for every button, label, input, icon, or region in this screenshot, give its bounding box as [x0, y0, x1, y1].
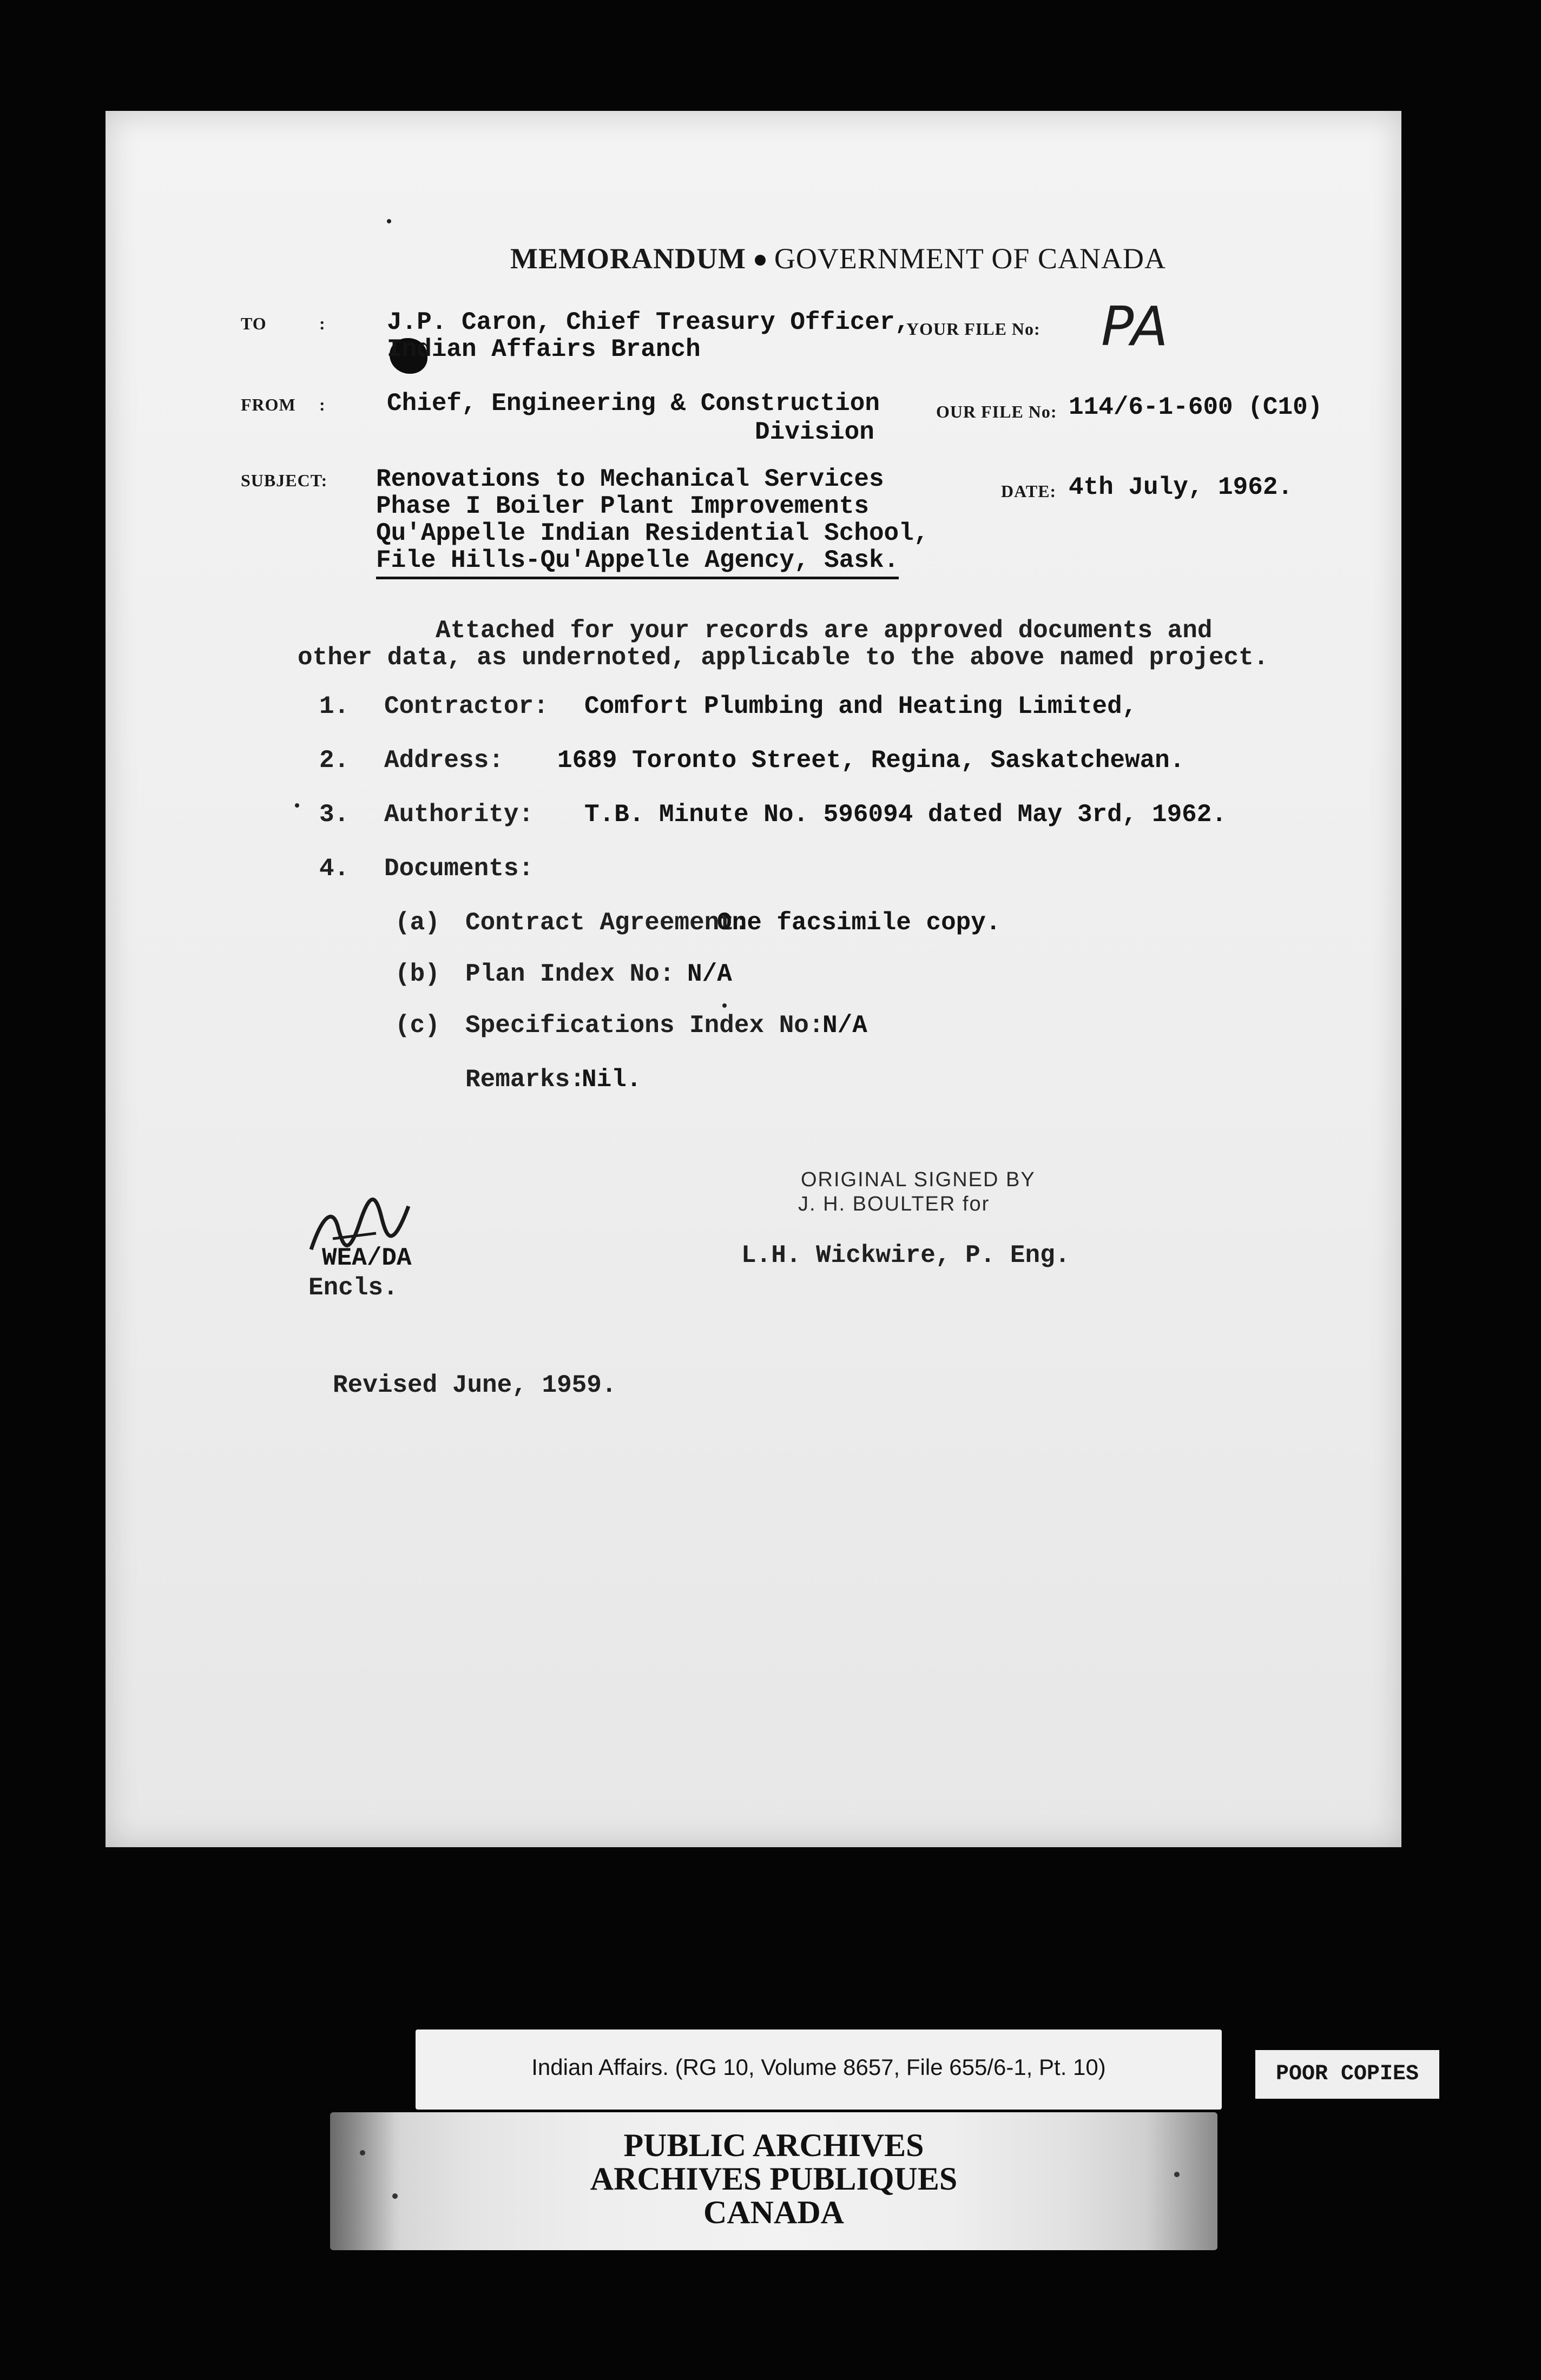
remarks-label: Remarks: — [465, 1066, 585, 1094]
our-file-value: 114/6-1-600 (C10) — [1069, 393, 1323, 421]
revised-note: Revised June, 1959. — [333, 1371, 617, 1399]
doc-a-value: One facsimile copy. — [717, 909, 1001, 937]
signer-name: L.H. Wickwire, P. Eng. — [741, 1241, 1070, 1270]
to-colon: : — [319, 314, 326, 333]
doc-a-letter: (a) — [395, 909, 440, 937]
doc-b-value: N/A — [687, 960, 732, 988]
item-4-label: Documents: — [384, 855, 534, 883]
from-line1: Chief, Engineering & Construction — [387, 389, 880, 418]
archives-line1: PUBLIC ARCHIVES — [623, 2127, 924, 2163]
from-colon: : — [319, 395, 326, 414]
subject-label: SUBJECT: — [241, 471, 328, 490]
from-label: FROM — [241, 395, 296, 414]
item-3-value: T.B. Minute No. 596094 dated May 3rd, 1962. — [584, 801, 1227, 829]
doc-a-label: Contract Agreement: — [465, 909, 749, 937]
memo-page — [106, 111, 1401, 1847]
archives-line2: ARCHIVES PUBLIQUES — [590, 2161, 958, 2197]
initials: WEA/DA — [322, 1244, 412, 1272]
poor-copies-label: POOR COPIES — [1255, 2050, 1439, 2099]
doc-c-value: N/A — [822, 1012, 867, 1040]
memo-heading — [479, 208, 1166, 309]
your-file-label: YOUR FILE No: — [906, 319, 1040, 339]
doc-b-label: Plan Index No: — [465, 960, 675, 988]
item-2-label: Address: — [384, 746, 504, 775]
public-archives-banner — [330, 2112, 1217, 2250]
to-label: TO — [241, 314, 267, 333]
remarks-value: Nil. — [582, 1066, 642, 1094]
stamp-line1: ORIGINAL SIGNED BY — [801, 1168, 1036, 1191]
date-value: 4th July, 1962. — [1069, 473, 1293, 501]
doc-b-letter: (b) — [395, 960, 440, 988]
heading-bullet — [755, 255, 766, 266]
our-file-label: OUR FILE No: — [936, 402, 1057, 421]
heading-government: GOVERNMENT OF CANADA — [774, 242, 1166, 275]
heading-memorandum: MEMORANDUM — [510, 242, 746, 275]
stamp-line2: J. H. BOULTER for — [798, 1193, 990, 1215]
item-3-label: Authority: — [384, 801, 534, 829]
item-1-value: Comfort Plumbing and Heating Limited, — [584, 692, 1137, 720]
item-2-value: 1689 Toronto Street, Regina, Saskatchewan. — [557, 746, 1185, 775]
intro-line1: Attached for your records are approved documents and — [436, 617, 1213, 645]
subject-line2: Phase I Boiler Plant Improvements — [376, 492, 869, 520]
archives-text — [330, 2128, 1217, 2229]
item-3-number: 3. — [319, 801, 350, 829]
archive-reference-label — [416, 2029, 1222, 2110]
to-line2: Indian Affairs Branch — [387, 335, 701, 363]
item-1-number: 1. — [319, 692, 350, 720]
doc-c-letter: (c) — [395, 1012, 440, 1040]
speck — [295, 803, 299, 808]
subject-line4: File Hills-Qu'Appelle Agency, Sask. — [376, 546, 899, 579]
item-4-number: 4. — [319, 855, 350, 883]
archives-line3: CANADA — [703, 2194, 844, 2230]
your-file-handwritten: PA — [1101, 295, 1168, 358]
subject-line3: Qu'Appelle Indian Residential School, — [376, 519, 929, 547]
date-label: DATE: — [1001, 481, 1057, 501]
speck — [387, 219, 391, 223]
doc-c-label: Specifications Index No: — [465, 1012, 824, 1040]
intro-line2: other data, as undernoted, applicable to the above named project. — [298, 644, 1269, 672]
enclosures: Encls. — [308, 1274, 398, 1302]
subject-line1: Renovations to Mechanical Services — [376, 465, 884, 493]
item-1-label: Contractor: — [384, 692, 549, 720]
from-line2: Division — [755, 418, 874, 446]
item-2-number: 2. — [319, 746, 350, 775]
to-line1: J.P. Caron, Chief Treasury Officer, — [387, 308, 910, 336]
speck — [722, 1003, 727, 1008]
archive-reference: Indian Affairs. (RG 10, Volume 8657, File 655/6-1, Pt. 10) — [531, 2054, 1106, 2080]
